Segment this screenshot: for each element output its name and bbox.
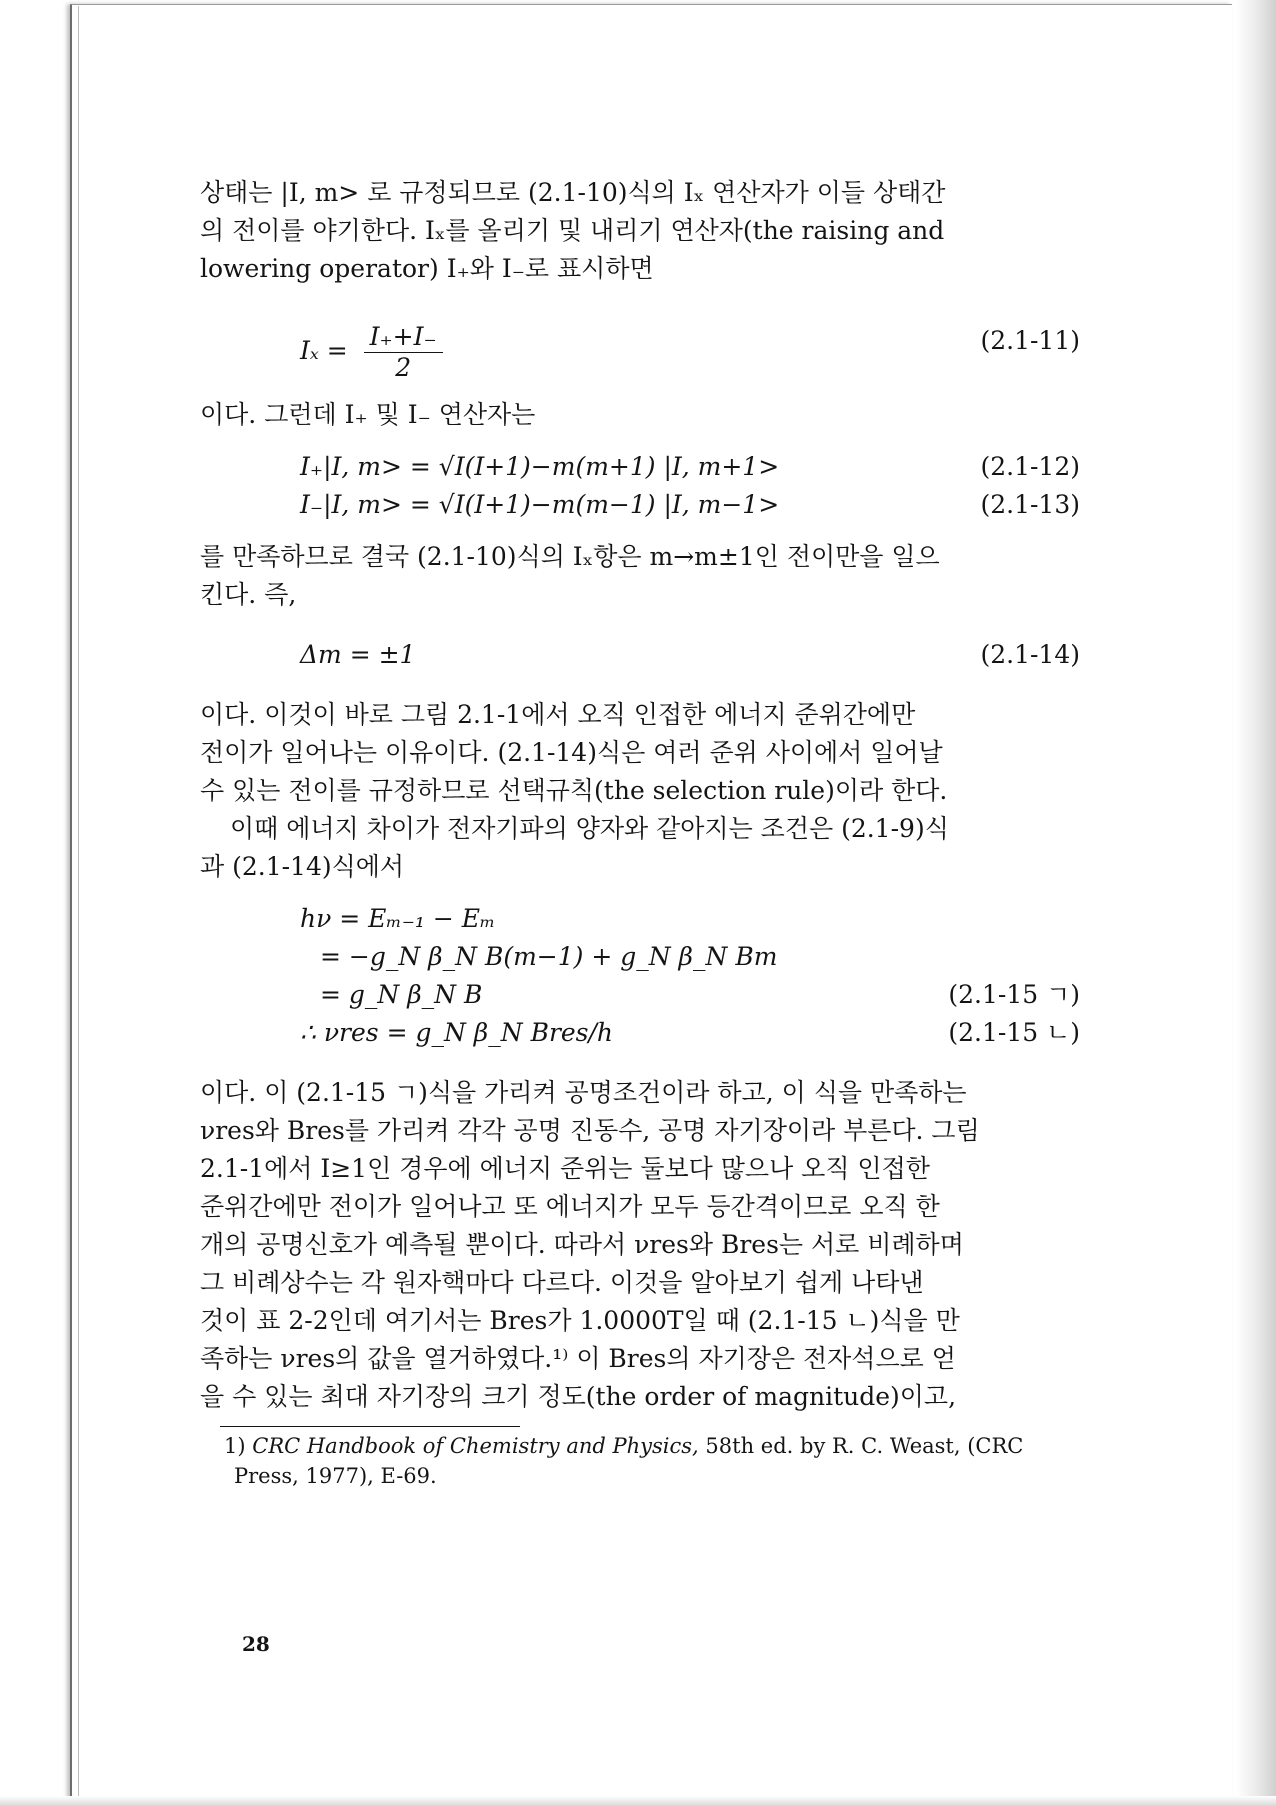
eq12-number: (2.1-12) xyxy=(980,452,1080,481)
footnote-line-2: Press, 1977), E-69. xyxy=(234,1464,437,1488)
equation-2-1-11 xyxy=(200,310,1120,382)
equation-2-1-15-line-2 xyxy=(200,938,1120,976)
equation-2-1-13 xyxy=(200,486,1120,524)
eq11-number: (2.1-11) xyxy=(980,326,1080,355)
page-edge-line xyxy=(78,6,79,1798)
equation-2-1-15-line-1 xyxy=(200,900,1120,938)
eq12-text: I₊|I, m> = √I(I+1)−m(m+1) |I, m+1> xyxy=(300,452,780,481)
paragraph-1-line-3: lowering operator) I₊와 I₋로 표시하면 xyxy=(200,254,654,283)
eq11-fraction xyxy=(364,322,443,383)
paragraph-6-line-4: 준위간에만 전이가 일어나고 또 에너지가 모두 등간격이므로 오직 한 xyxy=(200,1192,940,1221)
footnote-title: CRC Handbook of Chemistry and Physics, xyxy=(252,1434,699,1458)
equation-2-1-15-line-3 xyxy=(200,976,1120,1014)
paragraph-5-line-1: 이때 에너지 차이가 전자기파의 양자와 같아지는 조건은 (2.1-9)식 xyxy=(230,814,949,843)
paragraph-4-line-3: 수 있는 전이를 규정하므로 선택규칙(the selection rule)이라 한다. xyxy=(200,776,948,805)
paragraph-6-line-3: 2.1-1에서 I≥1인 경우에 에너지 준위는 둘보다 많으나 오직 인접한 xyxy=(200,1154,930,1183)
page-bottom-shadow xyxy=(0,1796,1276,1806)
page-content xyxy=(200,174,1120,1491)
paragraph-3-line-1: 를 만족하므로 결국 (2.1-10)식의 Iₓ항은 m→m±1인 전이만을 일으 xyxy=(200,542,940,571)
paragraph-4-line-2: 전이가 일어나는 이유이다. (2.1-14)식은 여러 준위 사이에서 일어날 xyxy=(200,738,943,767)
eq15-line-4: ∴ νres = g_N β_N Bres/h xyxy=(300,1018,614,1047)
equation-2-1-14 xyxy=(200,636,1120,674)
eq14-text: Δm = ±1 xyxy=(300,640,416,669)
eq15-line-4-number: (2.1-15 ㄴ) xyxy=(948,1018,1080,1047)
paragraph-1-line-2: 의 전이를 야기한다. Iₓ를 올리기 및 내리기 연산자(the raising and xyxy=(200,216,945,245)
paragraph-4-line-1: 이다. 이것이 바로 그림 2.1-1에서 오직 인접한 에너지 준위간에만 xyxy=(200,700,916,729)
paragraph-6-line-7: 것이 표 2-2인데 여기서는 Bres가 1.0000T일 때 (2.1-15 ㄴ)식을 만 xyxy=(200,1306,960,1335)
eq11-lhs: Iₓ = xyxy=(300,336,348,365)
footnote-rest: 58th ed. by R. C. Weast, (CRC xyxy=(705,1434,1024,1458)
footnote-marker: 1) xyxy=(224,1434,246,1458)
paragraph-6-line-8: 족하는 νres의 값을 열거하였다.¹⁾ 이 Bres의 자기장은 전자석으로 얻 xyxy=(200,1344,956,1373)
eq13-text: I₋|I, m> = √I(I+1)−m(m−1) |I, m−1> xyxy=(300,490,780,519)
eq15-line-3: = g_N β_N B xyxy=(320,980,483,1009)
paragraph-6-line-1: 이다. 이 (2.1-15 ㄱ)식을 가리켜 공명조건이라 하고, 이 식을 만족하는 xyxy=(200,1078,967,1107)
equation-2-1-12 xyxy=(200,448,1120,486)
equation-2-1-15-line-4 xyxy=(200,1014,1120,1052)
eq15-line-2: = −g_N β_N B(m−1) + g_N β_N Bm xyxy=(320,942,778,971)
eq15-line-1: hν = Eₘ₋₁ − Eₘ xyxy=(300,904,496,933)
paragraph-3-line-2: 킨다. 즉, xyxy=(200,580,297,609)
eq13-number: (2.1-13) xyxy=(980,490,1080,519)
page-number: 28 xyxy=(242,1632,270,1656)
paragraph-2: 이다. 그런데 I₊ 및 I₋ 연산자는 xyxy=(200,400,536,429)
paragraph-6-line-9: 을 수 있는 최대 자기장의 크기 정도(the order of magnitude)이고, xyxy=(200,1382,957,1411)
footnote xyxy=(224,1431,1120,1491)
footnote-rule xyxy=(220,1426,520,1427)
paragraph-5-line-2: 과 (2.1-14)식에서 xyxy=(200,852,405,881)
eq15-line-3-number: (2.1-15 ㄱ) xyxy=(948,980,1080,1009)
eq14-number: (2.1-14) xyxy=(980,640,1080,669)
paragraph-6-line-6: 그 비례상수는 각 원자핵마다 다르다. 이것을 알아보기 쉽게 나타낸 xyxy=(200,1268,924,1297)
eq11-numerator: I₊+I₋ xyxy=(364,322,443,353)
eq11-denominator: 2 xyxy=(395,353,412,382)
page-right-shadow xyxy=(1236,0,1276,1806)
paragraph-1-line-1: 상태는 |I, m> 로 규정되므로 (2.1-10)식의 Iₓ 연산자가 이들 상태간 xyxy=(200,178,946,207)
paragraph-6-line-2: νres와 Bres를 가리켜 각각 공명 진동수, 공명 자기장이라 부른다. 그림 xyxy=(200,1116,980,1145)
paragraph-6-line-5: 개의 공명신호가 예측될 뿐이다. 따라서 νres와 Bres는 서로 비례하며 xyxy=(200,1230,964,1259)
